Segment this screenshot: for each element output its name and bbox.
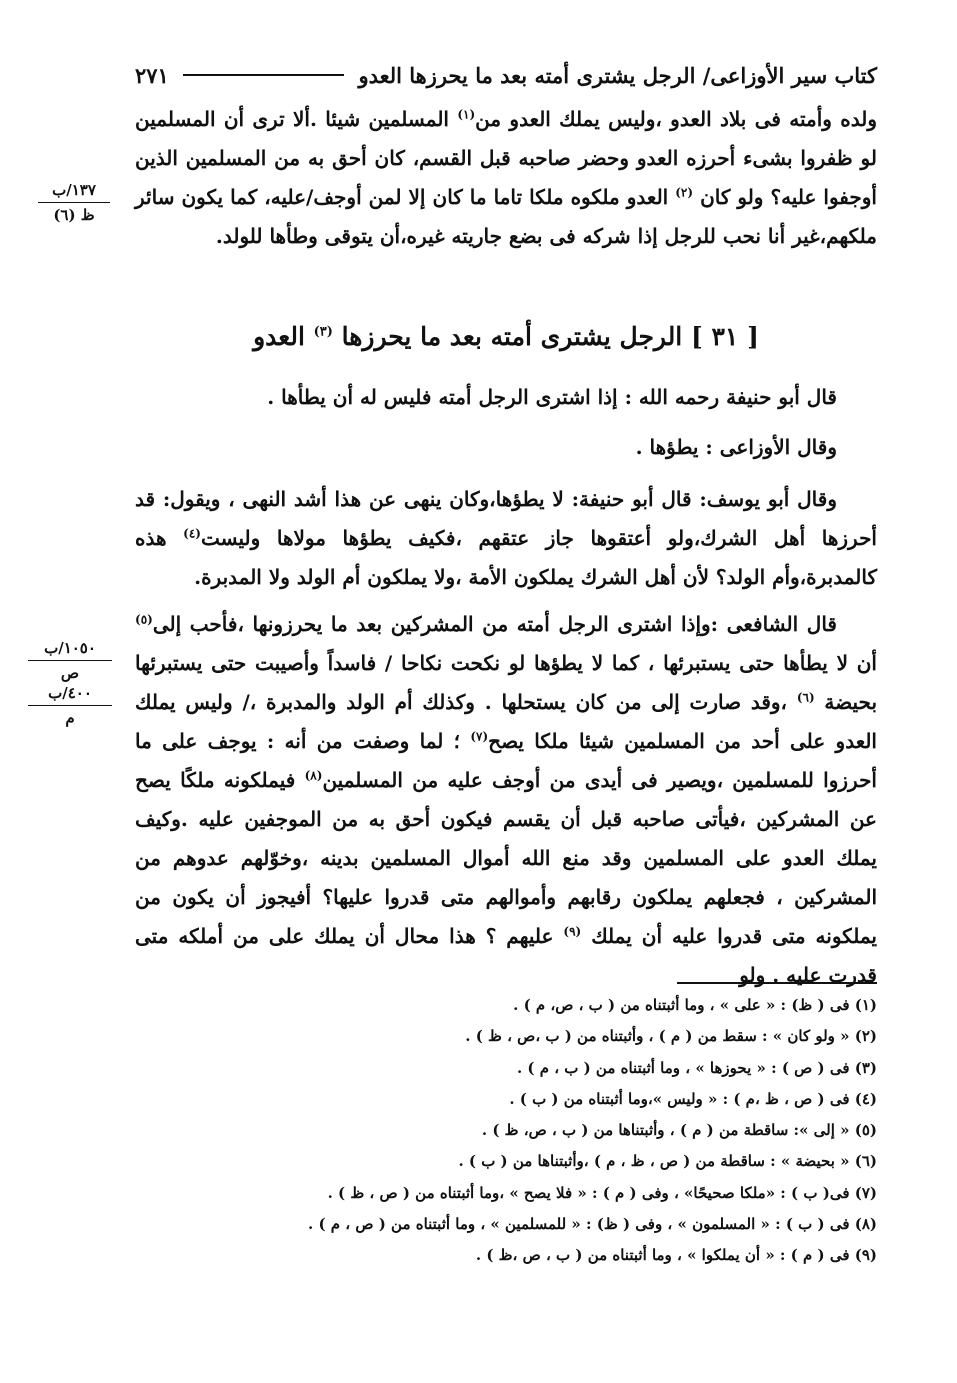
margin-note-2-line-3: ٤٠٠/ب [48, 684, 92, 702]
margin-note-2-rule-1 [28, 660, 112, 661]
footnote-ref-3: (٣) [313, 324, 333, 340]
margin-note-2-line-2: ص [60, 664, 80, 682]
p5-text-d: ؛ لما وصفت من أنه : يوجف على ما أحرزوا للمسلمين ،ويصير فى أيدى من أوجف عليه من المسلمين [135, 729, 877, 792]
footnote-ref-5: (٥) [135, 612, 153, 627]
margin-note-2-line-1: ١٠٥٠/ب [44, 639, 96, 657]
p5-text-a: قال الشافعى :وإذا اشترى الرجل أمته من المشركين بعد ما يحرزونها ،فأحب إلى [152, 612, 837, 636]
p1-text-c: العدو ملكوه ملكا تاما ما كان إلا لمن أوجف/عليه، كما يكون سائر ملكهم،غير أنا نحب للرجل إذا شركه فى بضع جاريته غيره،أن يتوقى وطأها للولد. [135, 185, 877, 248]
p4-text-b: هذه كالمدبرة،وأم الولد؟ لأن أهل الشرك يملكون الأمة ،ولا يملكون أم الولد ولا المدبرة. [135, 526, 877, 589]
running-header [135, 55, 877, 95]
footnote-separator-line [677, 982, 877, 984]
footnote-7: (٧) فى( ب ) : «ملكا صحيحًا» ، وفى ( م ) : « فلا يصح » ،وما أثبتناه من ( ص ، ظ ) . [327, 1183, 877, 1202]
manuscript-margin-note-1 [38, 180, 110, 225]
footnote-2: (٢) « ولو كان » : سقط من ( م ) ، وأثبتناه من ( ب ،ص ، ظ ) . [465, 1027, 877, 1046]
margin-note-1-line-2: ظ (٦) [53, 206, 95, 224]
margin-note-1-line-1: ١٣٧/ب [52, 181, 96, 199]
footnote-ref-2: (٢) [675, 185, 694, 200]
footnote-4: (٤) فى ( ص ، ظ ،م ) : « وليس »،وما أثبتناه من ( ب ) . [509, 1089, 877, 1108]
footnote-ref-4: (٤) [183, 526, 201, 541]
footnote-3: (٣) فى ( ص ) : « يحوزها » ، وما أثبتناه من ( ب ، م ) . [516, 1058, 877, 1077]
paragraph-1 [135, 100, 877, 256]
footnote-8: (٨) فى ( ب ) : « المسلمون » ، وفى ( ظ) : « للمسلمين » ، وما أثبتناه من ( ص ، م ) . [308, 1215, 877, 1234]
p5-text-b: أن لا يطأها حتى يستبرئها ، كما لا يطؤها لو نكحت نكاحا / فاسداً وأصيبت حتى يستبرئها بحيضة [135, 651, 878, 714]
running-title: كتاب سير الأوزاعى/ الرجل يشترى أمته بعد ما يحرزها العدو [358, 62, 877, 88]
page-number: ٢٧١ [135, 62, 169, 88]
p1-text-b: المسلمين شيئا .ألا ترى أن المسلمين لو ظفروا بشىء أحرزه العدو وحضر صاحبه قبل القسم، كان أحق به من المسلمين الذين أوجفوا عليه؟ ولو كان [135, 107, 877, 209]
footnote-9: (٩) فى ( م ) : « أن يملكوا » ، وما أثبتناه من ( ب ، ص ،ظ ) . [475, 1246, 877, 1265]
margin-note-1-rule [38, 202, 110, 203]
section-title [135, 322, 877, 351]
footnotes [135, 990, 877, 1272]
paragraph-5 [135, 605, 877, 995]
section-title-text-b: العدو [253, 322, 314, 351]
footnote-ref-9: (٩) [563, 924, 582, 939]
footnote-ref-8: (٨) [304, 768, 323, 783]
manuscript-margin-note-2 [28, 638, 112, 728]
section-title-text-a: [ ٣١ ] الرجل يشترى أمته بعد ما يحرزها [332, 322, 759, 351]
footnote-6: (٦) « بحيضة » : ساقطة من ( ص ، ظ ، م ) ،وأثبتناها من ( ب ) . [458, 1152, 877, 1171]
paragraph-4 [135, 480, 877, 597]
footnote-ref-7: (٧) [470, 729, 489, 744]
footnote-1: (١) فى ( ظ) : « على » ، وما أثبتناه من ( ب ، ص، م ) . [513, 996, 877, 1014]
footnote-5: (٥) « إلى »: ساقطة من ( م ) ، وأثبتناها من ( ب ، ص، ظ ) . [481, 1121, 877, 1140]
p5-text-f: عليهم ؟ هذا محال أن يملك على من أملكه متى قدرت عليه . ولو [135, 924, 877, 987]
footnote-ref-1: (١) [457, 107, 476, 122]
p5-text-c: ،وقد صارت إلى من كان يستحلها . وكذلك أم الولد والمدبرة ،/ وليس يملك العدو على أحد من المسلمين شيئا ملكا يصح [135, 690, 877, 753]
paragraph-2: قال أبو حنيفة رحمه الله : إذا اشترى الرجل أمته فليس له أن يطأها . [267, 385, 837, 409]
margin-note-2-line-4: م [65, 709, 75, 727]
paragraph-3: وقال الأوزاعى : يطؤها . [635, 435, 837, 459]
p1-text-a: ولده وأمته فى بلاد العدو ،وليس يملك العدو من [475, 107, 877, 131]
margin-note-2-rule-2 [28, 705, 112, 706]
p4-text-a: وقال أبو يوسف: قال أبو حنيفة: لا يطؤها،وكان ينهى عن هذا أشد النهى ، ويقول: قد أحرزها أهل الشرك،ولو أعتقوها جاز عتقهم ،فكيف يطؤها مولاها وليست [135, 487, 877, 550]
header-rule [183, 74, 345, 76]
p5-text-e: فيملكونه ملكًا يصح عن المشركين ،فيأتى صاحبه قبل أن يقسم فيكون أحق به من الموجفين عليه .وكيف يملك العدو على المسلمين وقد منع الله أموال المسلمين بدينه ،وخوّلهم عدوهم من المشركين ، فجعلهم يملكون رقابهم وأموالهم متى قدروا عليها؟ أفيجوز أن يكون من يملكونه متى قدروا عليه أن يملك [135, 768, 877, 948]
footnote-ref-6: (٦) [796, 690, 815, 705]
